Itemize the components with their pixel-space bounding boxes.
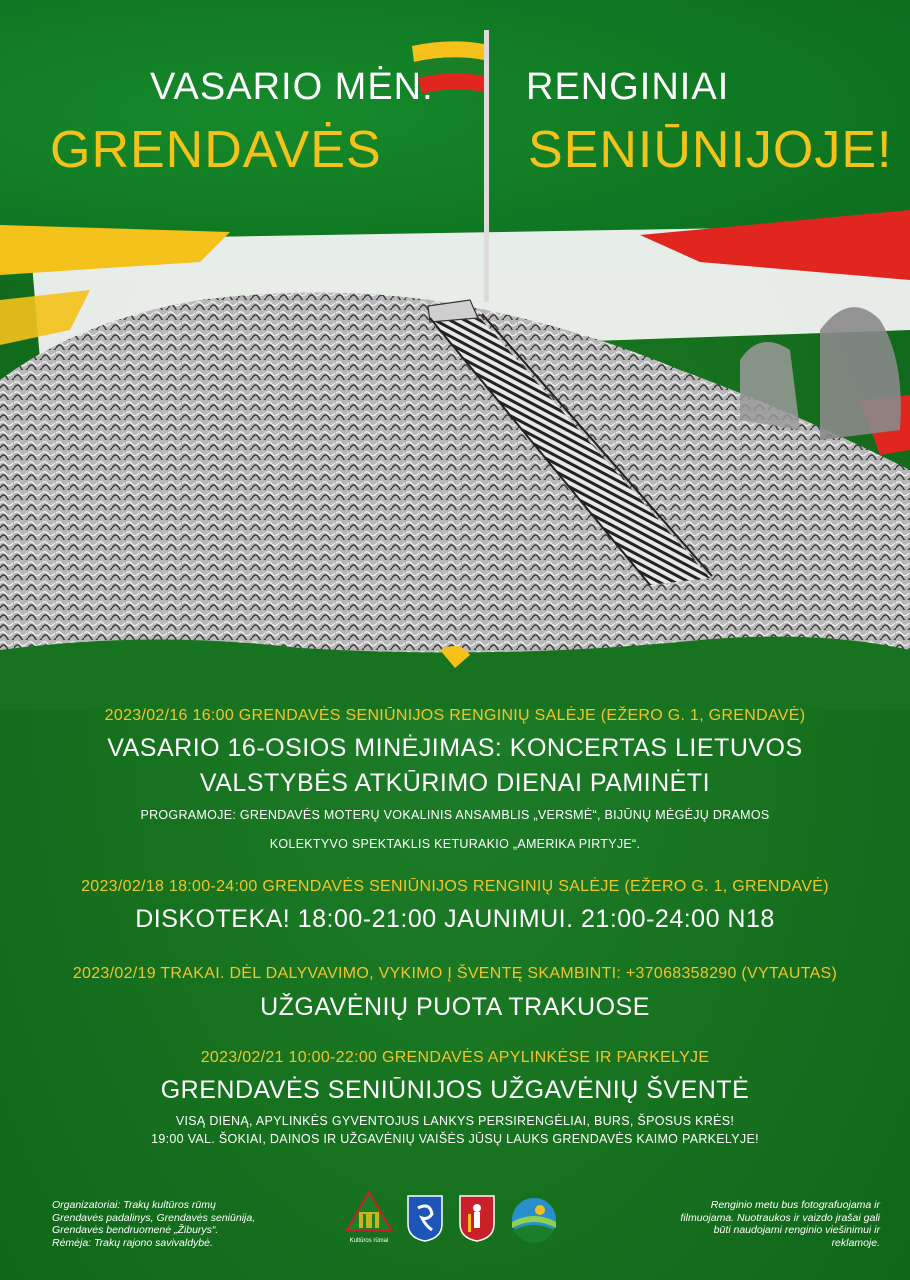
kulturos-rumai-logo-icon bbox=[345, 1190, 393, 1246]
event-2-date: 2023/02/18 18:00-24:00 GRENDAVĖS SENIŪNIJOS RENGINIŲ SALĖJE (EŽERO G. 1, GRENDAVĖ) bbox=[81, 878, 829, 895]
organizers-line: Organizatoriai: Trakų kultūros rūmų bbox=[52, 1199, 216, 1211]
title-month: VASARIO MĖN. bbox=[150, 66, 434, 108]
coat-of-arms-red-icon bbox=[458, 1194, 496, 1242]
event-1-desc-line2: KOLEKTYVO SPEKTAKLIS KETURAKIO „AMERIKA PIRTYJE“. bbox=[269, 837, 641, 851]
photo-notice-line: Renginio metu bus fotografuojama ir bbox=[710, 1199, 880, 1211]
event-3-title: UŽGAVĖNIŲ PUOTA TRAKUOSE bbox=[260, 993, 650, 1021]
event-4-desc-line2: 19:00 VAL. ŠOKIAI, DAINOS IR UŽGAVĖNIŲ VAIŠĖS JŪSŲ LAUKS GRENDAVĖS KAIMO PARKELYJE! bbox=[151, 1132, 759, 1146]
photo-notice-line: filmuojama. Nuotraukos ir vaizdo įrašai gali bbox=[680, 1211, 880, 1224]
event-1-date: 2023/02/16 16:00 GRENDAVĖS SENIŪNIJOS RENGINIŲ SALĖJE (EŽERO G. 1, GRENDAVĖ) bbox=[104, 707, 806, 724]
community-logo-icon bbox=[510, 1196, 558, 1244]
title-grendave: GRENDAVĖS bbox=[50, 121, 382, 179]
event-1-title-line1: VASARIO 16-OSIOS MINĖJIMAS: KONCERTAS LIETUVOS bbox=[107, 734, 803, 762]
organizers-text bbox=[52, 1199, 312, 1249]
event-1-desc-line1: PROGRAMOJE: GRENDAVĖS MOTERŲ VOKALINIS ANSAMBLIS „VERSMĖ“, BIJŪNŲ MĖGĖJŲ DRAMOS bbox=[140, 808, 770, 822]
event-4-date: 2023/02/21 10:00-22:00 GRENDAVĖS APYLINKĖSE IR PARKELYJE bbox=[200, 1049, 710, 1066]
photo-notice-text bbox=[660, 1199, 880, 1249]
organizers-line: Grendavės padalinys, Grendavės seniūnija, bbox=[52, 1211, 256, 1224]
event-3-date: 2023/02/19 TRAKAI. DĖL DALYVAVIMO, VYKIMO Į ŠVENTĘ SKAMBINTI: +37068358290 (VYTAUTAS) bbox=[72, 965, 838, 982]
event-2-title: DISKOTEKA! 18:00-21:00 JAUNIMUI. 21:00-24:00 N18 bbox=[135, 905, 775, 933]
event-1-title-line2: VALSTYBĖS ATKŪRIMO DIENAI PAMINĖTI bbox=[199, 769, 711, 797]
flagpole bbox=[484, 30, 489, 302]
photo-notice-line: reklamoje. bbox=[831, 1236, 880, 1249]
photo-notice-line: būti naudojami renginio viešinimui ir bbox=[713, 1224, 880, 1236]
event-4-title: GRENDAVĖS SENIŪNIJOS UŽGAVĖNIŲ ŠVENTĖ bbox=[160, 1076, 750, 1104]
coat-of-arms-blue-icon bbox=[406, 1194, 444, 1242]
event-4-desc-line1: VISĄ DIENĄ, APYLINKĖS GYVENTOJUS LANKYS PERSIRENGĖLIAI, BURS, ŠPOSUS KRĖS! bbox=[175, 1114, 735, 1128]
organizers-line: Grendavės bendruomenė „Žiburys“. bbox=[52, 1224, 219, 1236]
title-seniunija: SENIŪNIJOJE! bbox=[528, 121, 893, 179]
svg-text:Kultūros rūmai: Kultūros rūmai bbox=[349, 1238, 389, 1244]
title-events: RENGINIAI bbox=[526, 66, 730, 108]
sponsor-line: Rėmėja: Trakų rajono savivaldybė. bbox=[52, 1236, 213, 1249]
logos-row bbox=[340, 1186, 570, 1256]
